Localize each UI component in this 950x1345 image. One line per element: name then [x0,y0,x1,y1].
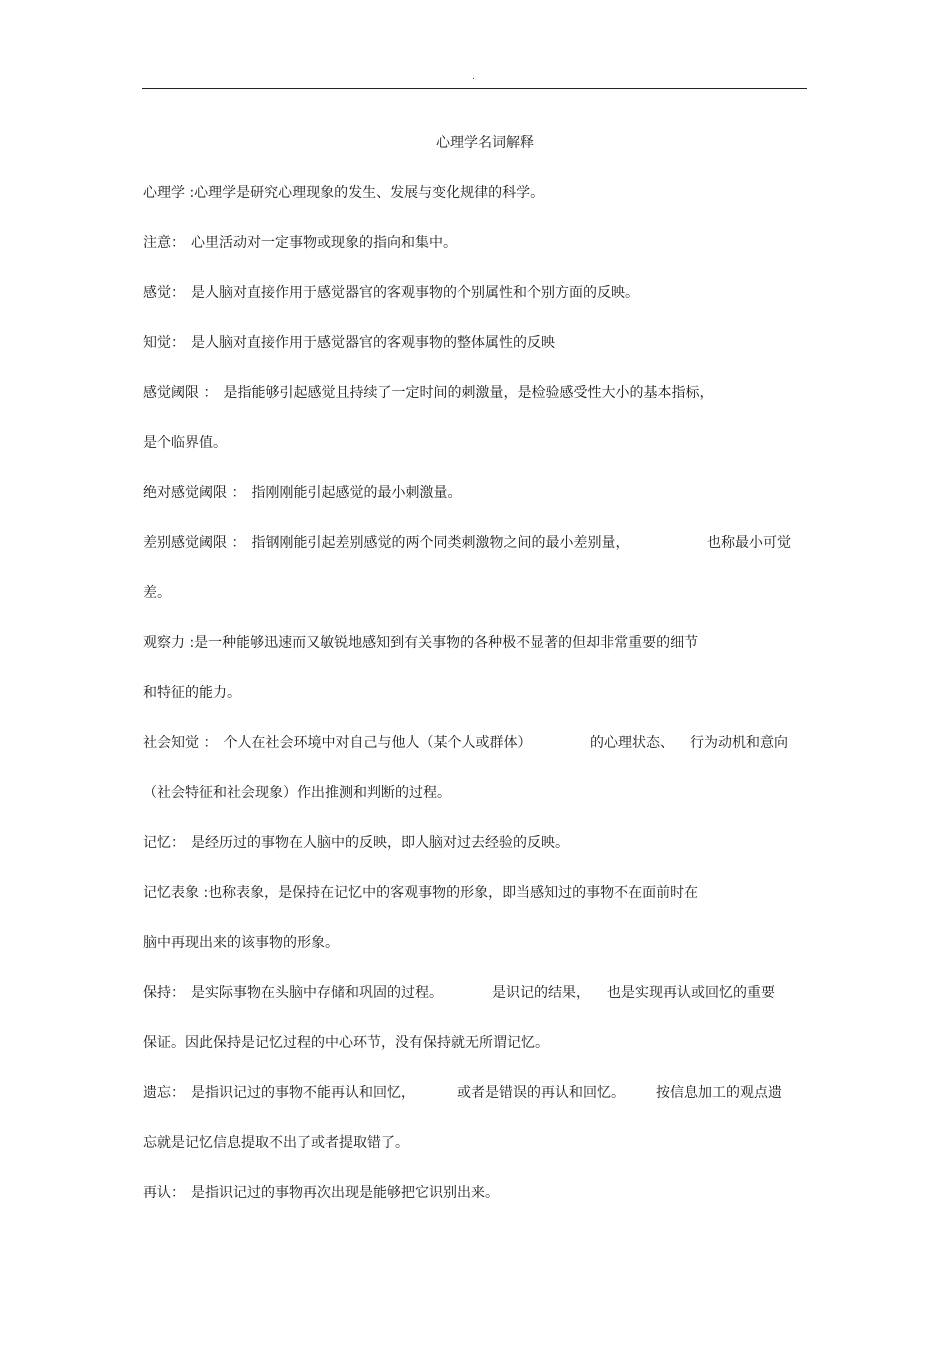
entry-psychology [143,184,544,202]
entry-definition: 是指能够引起感觉且持续了一定时间的刺激量，是检验感受性大小的基本指标， [223,385,714,401]
entry-separator: ： [227,485,246,501]
entry-definition: 是实际事物在头脑中存储和巩固的过程。 [191,985,443,1001]
entry-retention-definition-part2: 是识记的结果， [492,985,590,1001]
entry-sensation [143,284,639,302]
header-mark: . [472,72,475,82]
entry-social-perception-definition-part2: 的心理状态、 [590,735,674,751]
entry-term: 知觉 [143,335,171,351]
entry-retention-definition-part3: 也是实现再认或回忆的重要 [607,985,775,1001]
entry-memory-image-continued: 脑中再现出来的该事物的形象。 [143,935,339,951]
header-rule [142,88,807,89]
entry-observation-continued: 和特征的能力。 [143,685,241,701]
entry-sensory-threshold-continued: 是个临界值。 [143,435,227,451]
entry-separator: ： [171,335,185,351]
entry-term: 感觉阈限 [143,385,199,401]
entry-term: 观察力 [143,635,185,651]
entry-definition: 指钢刚能引起差别感觉的两个同类刺激物之间的最小差别量， [251,535,630,551]
entry-separator: ： [171,1185,185,1201]
entry-difference-threshold [143,534,629,552]
entry-observation [143,634,698,652]
entry-separator: ： [227,535,246,551]
entry-separator: ： [171,985,185,1001]
entry-forgetting-continued: 忘就是记忆信息提取不出了或者提取错了。 [143,1135,409,1151]
entry-definition: 是一种能够迅速而又敏锐地感知到有关事物的各种极不显著的但却非常重要的细节 [194,635,699,651]
entry-term: 差别感觉阈限 [143,535,227,551]
entry-social-perception [143,734,531,752]
entry-term: 遗忘 [143,1085,171,1101]
entry-difference-threshold-definition-part2: 也称最小可觉 [707,535,791,551]
entry-separator: ： [171,235,185,251]
entry-retention [143,984,443,1002]
document-title: 心理学名词解释 [436,135,534,151]
entry-separator: ： [171,1085,185,1101]
entry-memory [143,834,569,852]
entry-separator: ： [171,285,185,301]
entry-recognition [143,1184,499,1202]
entry-term: 记忆表象 [143,885,199,901]
entry-definition: 是经历过的事物在人脑中的反映，即人脑对过去经验的反映。 [191,835,569,851]
entry-term: 记忆 [143,835,171,851]
entry-memory-image [143,884,698,902]
entry-perception [143,334,555,352]
entry-social-perception-definition-part3: 行为动机和意向 [690,735,788,751]
entry-term: 感觉 [143,285,171,301]
entry-forgetting-definition-part3: 按信息加工的观点遗 [656,1085,782,1101]
entry-definition: 个人在社会环境中对自己与他人（某个人或群体） [223,735,532,751]
entry-definition: 是指识记过的事物不能再认和回忆， [191,1085,415,1101]
entry-separator: ： [199,735,218,751]
entry-definition: 也称表象，是保持在记忆中的客观事物的形象，即当感知过的事物不在面前时在 [208,885,699,901]
entry-separator: : [185,185,195,201]
entry-separator: : [185,635,195,651]
entry-term: 绝对感觉阈限 [143,485,227,501]
entry-social-perception-continued: （社会特征和社会现象）作出推测和判断的过程。 [143,785,451,801]
entry-term: 保持 [143,985,171,1001]
entry-definition: 指刚刚能引起感觉的最小刺激量。 [251,485,462,501]
entry-separator: ： [199,385,218,401]
entry-separator: : [199,885,209,901]
entry-definition: 心里活动对一定事物或现象的指向和集中。 [191,235,457,251]
entry-definition: 是指识记过的事物再次出现是能够把它识别出来。 [191,1185,499,1201]
entry-term: 再认 [143,1185,171,1201]
entry-definition: 心理学是研究心理现象的发生、发展与变化规律的科学。 [194,185,545,201]
entry-difference-threshold-continued: 差。 [143,585,171,601]
entry-term: 注意 [143,235,171,251]
entry-definition: 是人脑对直接作用于感觉器官的客观事物的个别属性和个别方面的反映。 [191,285,639,301]
entry-absolute-threshold [143,484,461,502]
entry-forgetting-definition-part2: 或者是错误的再认和回忆。 [457,1085,625,1101]
entry-forgetting [143,1084,415,1102]
entry-separator: ： [171,835,185,851]
entry-attention [143,234,457,252]
entry-definition: 是人脑对直接作用于感觉器官的客观事物的整体属性的反映 [191,335,555,351]
entry-retention-continued: 保证。因此保持是记忆过程的中心环节，没有保持就无所谓记忆。 [143,1035,549,1051]
entry-term: 心理学 [143,185,185,201]
entry-term: 社会知觉 [143,735,199,751]
entry-sensory-threshold [143,384,713,402]
